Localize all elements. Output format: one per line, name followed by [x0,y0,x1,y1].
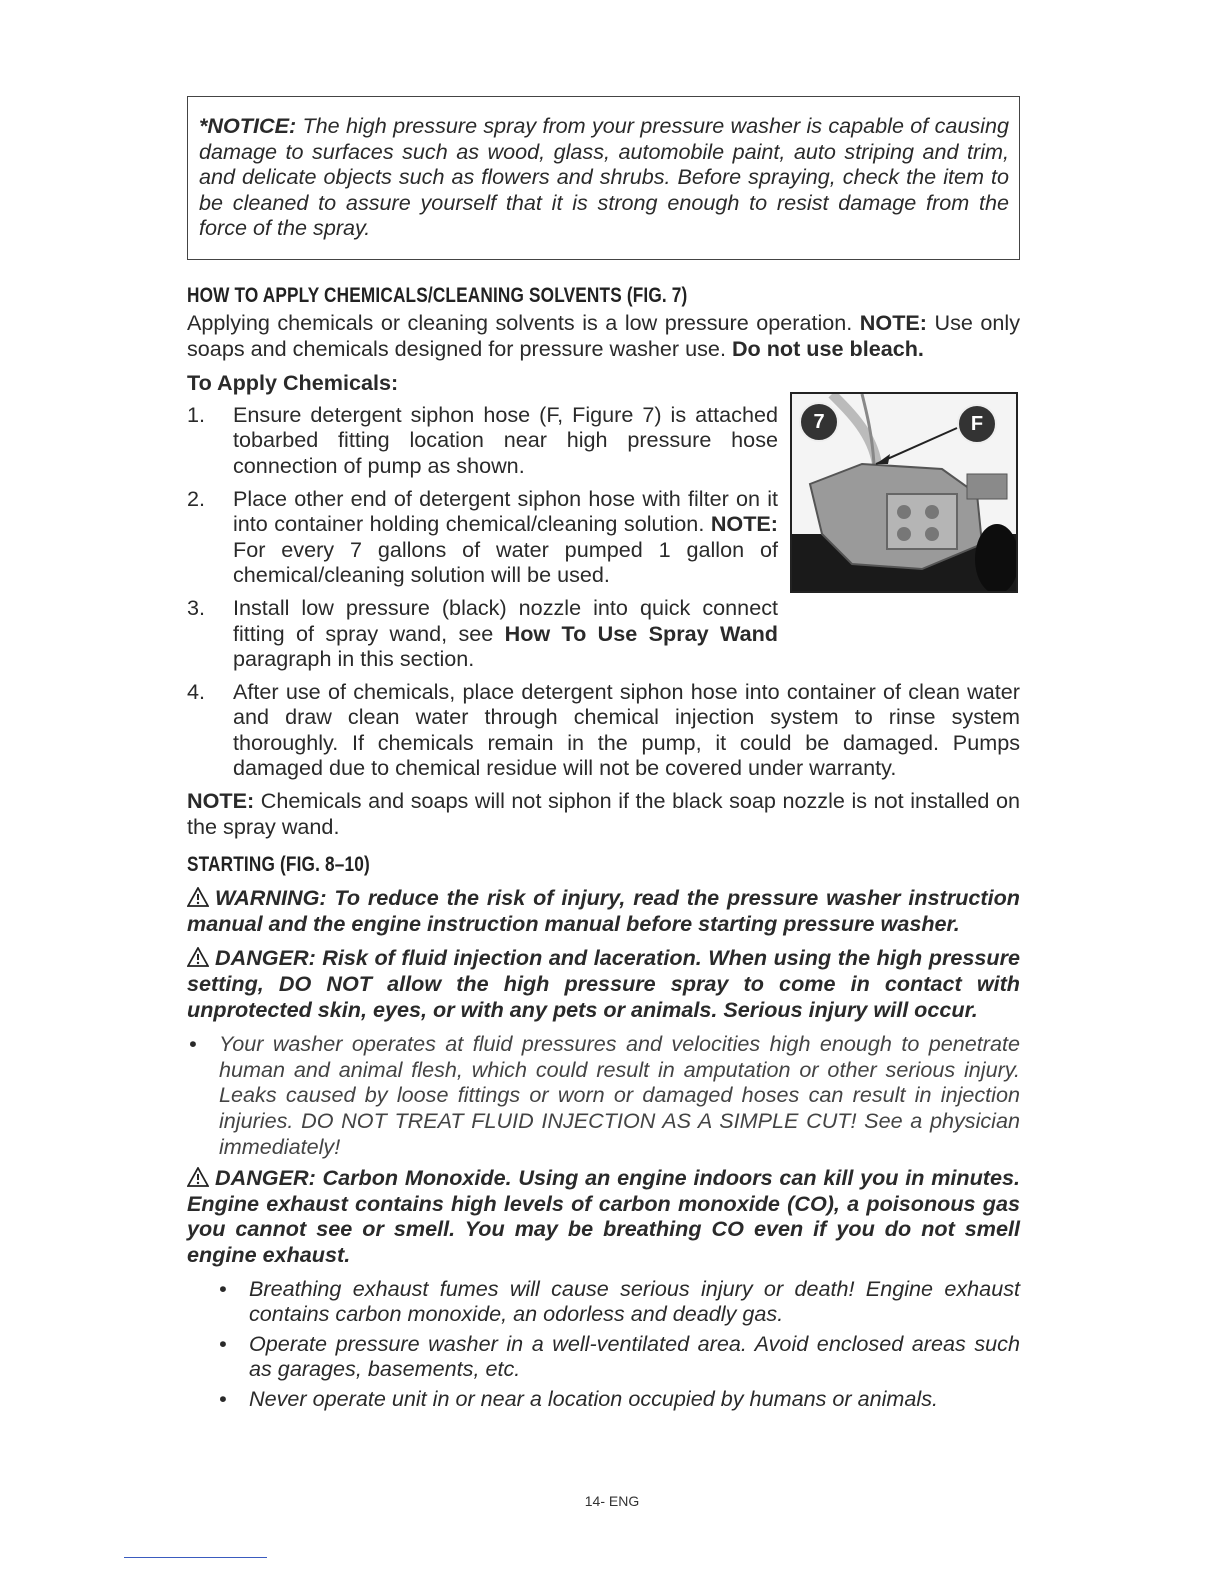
chemicals-intro [187,310,1020,361]
apply-chemicals-subhead: To Apply Chemicals: [187,370,399,396]
notice-box [187,96,1020,260]
chemicals-heading: HOW TO APPLY CHEMICALS/CLEANING SOLVENTS (FIG. 7) [187,283,688,307]
danger-co-paragraph [187,1165,1020,1267]
co-bullet-text: Operate pressure washer in a well-ventilated area. Avoid enclosed areas such as garages, basements, etc. [249,1330,1020,1382]
note-label: NOTE: [187,788,255,814]
list-item [187,1331,1020,1382]
step-text: Ensure detergent siphon hose (F, Figure 7) is attached tobarbed fitting location near high pressure hose connection of pump as shown. [233,401,778,478]
danger-injection-paragraph [187,945,1020,1022]
siphon-note [187,788,1020,839]
chemical-steps [187,402,1020,781]
figure-7-pump-photo [790,392,1018,593]
bottom-rule [124,1557,267,1558]
warning-triangle-icon [187,1167,209,1187]
step-number: 4. [187,678,206,704]
warning-paragraph [187,885,1020,936]
step-number: 2. [187,485,206,511]
step-text: After use of chemicals, place detergent siphon hose into container of clean water and draw clean water through chemical injection system to rinse system thoroughly. If chemicals remain in the pump, it could be damaged. Pumps damaged due to chemical residue will not be covered under warranty. [233,678,1020,781]
co-bullet-text: Never operate unit in or near a location occupied by humans or animals. [249,1385,938,1411]
bullet-icon: • [219,1330,227,1356]
list-item [187,402,778,479]
label-f-badge: F [957,404,997,444]
list-item [187,1276,1020,1327]
notice-lead: *NOTICE: [199,113,297,138]
step-text-a: Install low pressure (black) nozzle into quick connect fitting of spray wand, see [233,594,778,646]
notice-text: The high pressure spray from your pressure washer is capable of causing damage to surfaces such as wood, glass, automobile paint, auto striping and trim, and delicate objects such as flowers and shrubs. Before spraying, check the item to be cleaned to assure yourself that it is strong enough to resist damage from the force of the spray. [199,113,1009,241]
intro-text-b: Use only soaps and chemicals designed for pressure washer use. [187,309,1021,361]
step-number: 3. [187,594,206,620]
intro-text-a: Applying chemicals or cleaning solvents is a low pressure operation. [187,309,860,335]
injection-bullet-text: Your washer operates at fluid pressures and velocities high enough to penetrate human and animal flesh, which could result in amputation or other serious injury. Leaks caused by loose fittings or worn or damaged hoses can result in injection injuries. DO NOT TREAT FLUID INJECTION AS A SIMPLE CUT! See a physician immediately! [219,1031,1020,1159]
danger-injection-text: DANGER: Risk of fluid injection and laceration. When using the high pressure setting, DO NOT allow the high pressure spray to come in contact with unprotected skin, eyes, or with any pets or animals. Serious injury will occur. [187,945,1020,1022]
page-number: 14- ENG [584,1493,640,1509]
step-text-b: For every 7 gallons of water pumped 1 gallon of chemical/cleaning solution will be used. [233,536,778,588]
step-text [233,486,778,588]
warning-triangle-icon [187,947,209,967]
list-item [187,679,1020,781]
co-bullet-text: Breathing exhaust fumes will cause serious injury or death! Engine exhaust contains carbon monoxide, an odorless and deadly gas. [249,1275,1020,1327]
warning-text: WARNING: To reduce the risk of injury, read the pressure washer instruction manual and the engine instruction manual before starting pressure washer. [187,885,1020,936]
step-note-label: NOTE: [710,511,778,537]
starting-heading: STARTING (FIG. 8–10) [187,853,370,877]
danger-co-text: DANGER: Carbon Monoxide. Using an engine indoors can kill you in minutes. Engine exhaust contains high levels of carbon monoxide (CO), a poisonous gas you cannot see or smell. You may be breathing CO even if you do not smell engine exhaust. [187,1165,1020,1267]
intro-note-label: NOTE: [859,309,927,335]
bullet-icon: • [219,1385,227,1411]
step-text-b: paragraph in this section. [233,646,475,672]
intro-bleach-warning: Do not use bleach. [731,335,924,361]
bullet-icon: • [189,1031,197,1057]
list-item [187,595,778,672]
list-item [187,1031,1020,1159]
step-number: 1. [187,401,206,427]
warning-triangle-icon [187,887,209,907]
manual-page [187,96,1020,1412]
step-text [233,595,778,672]
spray-wand-reference: How To Use Spray Wand [504,620,778,646]
list-item [187,1386,1020,1412]
list-item [187,486,778,588]
figure-number-badge: 7 [799,402,839,442]
step-text-a: Place other end of detergent siphon hose with filter on it into container holding chemical/cleaning solution. [233,485,778,537]
bullet-icon: • [219,1275,227,1301]
note-text: Chemicals and soaps will not siphon if the black soap nozzle is not installed on the spray wand. [187,788,1020,839]
